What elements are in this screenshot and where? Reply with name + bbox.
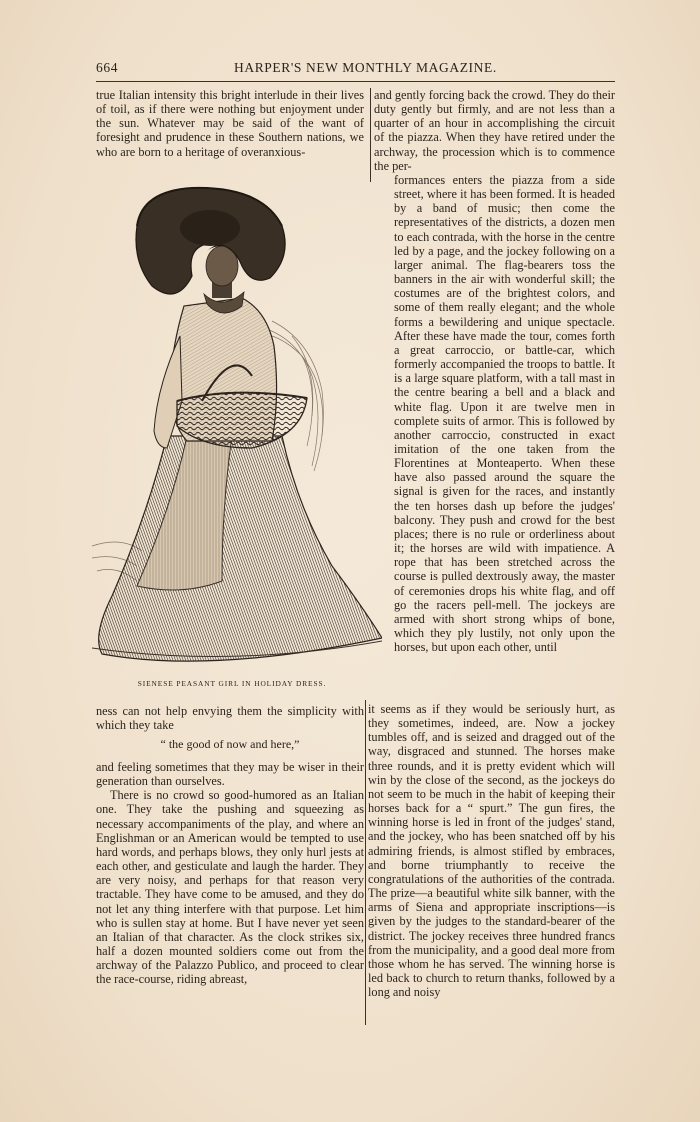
paragraph: it seems as if they would be seriously hurt, as they sometimes, indeed, are. Now a jockey tumbles off, and is seized and dragged out of the way, disgraced and stunned. The horses make three rounds, and it is pretty evident which will win by the close of the second, as the jockeys do not seem to be much in the habit of keeping their horses back for a “ spurt.” The gun fires, the winning horse is led in front of the judges' stand, and the jockey, who has been snatched off by his admiring friends, is almost stifled by embraces, and borne triumphantly to receive the congratulations of the authorities of the contrada. The prize—a beautiful white silk banner, with the arms of Siena and appropriate inscriptions—is given by the judges to the standard-bearer of the district. The jockey receives three hundred francs from the municipality, and a good deal more from those whom he has served. The winning horse is led back to church to return thanks, followed by a long and noisy [368,702,615,1000]
pull-quote: “ the good of now and here,” [160,737,300,751]
page-number: 664 [96,60,119,75]
right-column-top-text [374,88,615,173]
paragraph: and gently forcing back the crowd. They do their duty gently but firmly, and are not less than a quarter of an hour in accomplishing the circuit of the piazza. When they have retired under the archway, the procession which is to commence the per- [374,88,615,173]
left-column-top-text [96,88,364,159]
column-divider-bottom [365,700,366,1025]
paragraph: ness can not help envying them the simplicity with which they take [96,704,364,733]
right-column-mid-text [394,173,615,654]
paragraph: There is no crowd so good-humored as an Italian one. They take the pushing and squeezing as necessary accompaniments of the play, and where an Englishman or an American would be tempted to use hard words, and perhaps blows, they only hurl jests at each other, and gesticulate and laugh the harder. They are very noisy, and perhaps for that reason very tractable. They have come to be amused, and they do not let any thing interfere with that purpose. Let him who is sullen stay at home. But I have never yet seen an Italian of that character. As the clock strikes six, half a dozen mounted soldiers come out from the archway of the Palazzo Publico, and proceed to clear the race-course, riding abreast, [96,788,364,987]
paragraph: true Italian intensity this bright interlude in their lives of toil, as if there were nothing but enjoyment under the sun. Whatever may be said of the want of foresight and prudence in these Southern nations, we who are born to a heritage of overanxious- [96,88,364,159]
left-column-bottom-text [96,760,364,987]
left-column-mid-text [96,704,364,732]
paragraph: and feeling sometimes that they may be wiser in their generation than ourselves. [96,760,364,789]
header-rule [96,81,615,82]
column-divider-top [370,88,371,182]
peasant-girl-engraving [92,186,382,674]
illustration-caption: SIENESE PEASANT GIRL IN HOLIDAY DRESS. [137,679,327,688]
running-header [96,58,615,80]
right-column-bottom-text [368,702,615,999]
paragraph: formances enters the piazza from a side street, where it has been formed. It is headed by a band of music; then come the representatives of the districts, a dozen men to each contrada, with the horse in the centre led by a page, and the jockey following on a larger animal. The flag-bearers toss the banners in the air with wonderful skill; the costumes are of the brightest colors, and some of them really elegant; and the whole forms a bewildering and unique spectacle. After these have made the tour, comes forth a great carroccio, or battle-car, which formerly accompanied the troops to battle. It is a large square platform, with a tall mast in the centre bearing a bell and a black and white flag. Upon it are twelve men in complete suits of armor. This is followed by another carroccio, constructed in exact imitation of the one taken from the Florentines at Monteaperto. When these have also passed around the square the signal is given for the races, and instantly the ten horses dash up before the judges' balcony. They push and crowd for the best places; there is no rule or orderliness about it; the horses are wild with impatience. A rope that has been stretched across the course is pulled dextrously away, the master of ceremonies drops his white flag, and off go the racers pell-mell. The jockeys are armed with short strong whips of bone, which they ply lustily, not only upon the horses, but upon each other, until [394,173,615,655]
magazine-title: HARPER'S NEW MONTHLY MAGAZINE. [234,60,497,75]
